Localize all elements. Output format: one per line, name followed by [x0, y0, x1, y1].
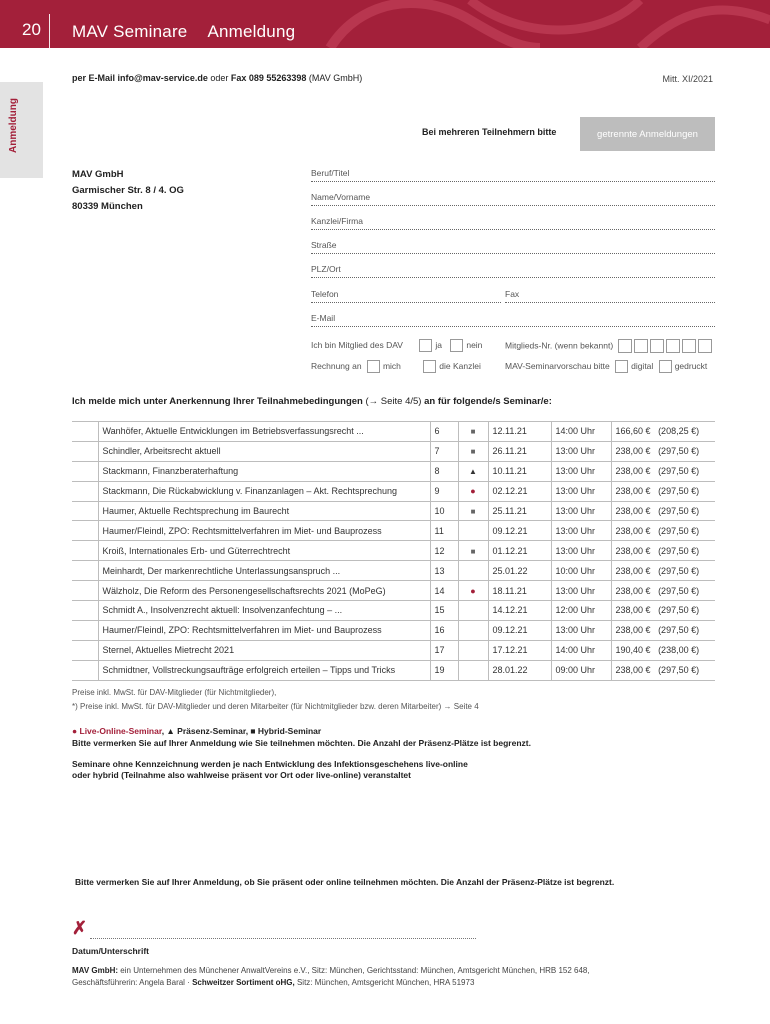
member-number-digit[interactable]: [634, 339, 648, 353]
invoice-label: Rechnung an: [311, 360, 362, 371]
seminar-date: 02.12.21: [488, 481, 551, 501]
seminar-number: 15: [430, 601, 458, 621]
seminar-number: 7: [430, 441, 458, 461]
preview-label: MAV-Seminarvorschau bitte: [505, 360, 610, 371]
price-footnote-1: Preise inkl. MwSt. für DAV-Mitglieder (für Nichtmitglieder),: [72, 688, 277, 697]
seminar-number: 8: [430, 461, 458, 481]
invoice-me-label: mich: [382, 360, 401, 371]
seminar-time: 13:00 Uhr: [551, 541, 611, 561]
hybrid-icon: ■: [470, 447, 476, 457]
seminar-mode-cell: [458, 541, 488, 561]
seminar-row: [72, 441, 715, 461]
seminar-price: [611, 461, 715, 481]
seminar-price: [611, 620, 715, 640]
seminar-price: [611, 441, 715, 461]
seminar-row: [72, 422, 715, 442]
seminar-time: 13:00 Uhr: [551, 461, 611, 481]
seminar-price-member: 238,00 €: [615, 665, 651, 676]
contact-middle: oder: [207, 73, 231, 83]
seminar-price-nonmember: (208,25 €): [658, 426, 700, 437]
member-number-digit[interactable]: [650, 339, 664, 353]
seminar-price: [611, 640, 715, 660]
seminar-mode-cell: [458, 481, 488, 501]
preview-digital-label: digital: [631, 360, 654, 371]
seminar-title: Kroiß, Internationales Erb- und Güterrechtrecht: [98, 541, 430, 561]
recipient-address: [72, 167, 184, 215]
seminar-number: 6: [430, 422, 458, 442]
member-yes-label: ja: [435, 339, 442, 350]
header-title-anmeldung: Anmeldung: [207, 22, 296, 41]
seminar-time: 13:00 Uhr: [551, 441, 611, 461]
seminar-mode-cell: [458, 660, 488, 680]
seminar-price: [611, 422, 715, 442]
seminar-title: Meinhardt, Der markenrechtliche Unterlassungsanspruch ...: [98, 561, 430, 581]
imprint: [72, 965, 672, 989]
field-telefon[interactable]: Telefon: [311, 289, 501, 303]
seminar-price-nonmember: (297,50 €): [658, 565, 700, 576]
registration-intro: [72, 396, 552, 407]
seminar-row: [72, 521, 715, 541]
intro-bold-2: an für folgende/s Seminar/e:: [424, 396, 552, 407]
seminar-mode-cell: [458, 501, 488, 521]
seminar-price: [611, 660, 715, 680]
side-tab: [0, 82, 43, 178]
seminar-number: 13: [430, 561, 458, 581]
legend-live-online: ● Live-Online-Seminar: [72, 726, 162, 736]
invoice-firm-checkbox[interactable]: [423, 360, 436, 373]
seminar-select-cell[interactable]: [72, 581, 98, 601]
seminar-date: 12.11.21: [488, 422, 551, 442]
preview-digital-checkbox[interactable]: [615, 360, 628, 373]
seminar-number: 11: [430, 521, 458, 541]
invoice-me-checkbox[interactable]: [367, 360, 380, 373]
live-online-icon: ●: [470, 585, 476, 596]
seminar-number: 19: [430, 660, 458, 680]
legend-note: Bitte vermerken Sie auf Ihrer Anmeldung wie Sie teilnehmen möchten. Die Anzahl der Präsenz-Plätze ist begrenzt.: [72, 738, 531, 748]
preview-print-checkbox[interactable]: [659, 360, 672, 373]
mode-note-line-2: oder hybrid (Teilnahme also wahlweise präsent vor Ort oder live-online) veranstaltet: [72, 770, 411, 780]
seminar-time: 14:00 Uhr: [551, 422, 611, 442]
seminar-title: Stackmann, Die Rückabwicklung v. Finanzanlagen – Akt. Rechtsprechung: [98, 481, 430, 501]
imprint-company-1: MAV GmbH:: [72, 966, 119, 975]
preview-print-label: gedruckt: [674, 360, 708, 371]
imprint-text-3: Sitz: München, Amtsgericht München, HRA 51973: [294, 978, 475, 987]
signature-line[interactable]: [90, 938, 476, 939]
praesenz-icon: ▲: [469, 467, 477, 477]
membership-row: [311, 339, 482, 352]
seminar-select-cell[interactable]: [72, 640, 98, 660]
seminar-title: Wälzholz, Die Reform des Personengesellschaftsrechts 2021 (MoPeG): [98, 581, 430, 601]
seminar-date: 28.01.22: [488, 660, 551, 680]
seminar-table: [72, 421, 715, 681]
address-line-3: 80339 München: [72, 201, 143, 212]
seminar-title: Schmidt A., Insolvenzrecht aktuell: Insolvenzanfechtung – ...: [98, 601, 430, 621]
member-number-digit[interactable]: [682, 339, 696, 353]
seminar-price-nonmember: (297,50 €): [658, 545, 700, 556]
seminar-time: 13:00 Uhr: [551, 581, 611, 601]
address-line-1: MAV GmbH: [72, 169, 124, 180]
legend-praesenz: , ▲ Präsenz-Seminar,: [161, 726, 251, 736]
field-plz-ort[interactable]: PLZ/Ort: [311, 264, 715, 278]
seminar-row: [72, 620, 715, 640]
seminar-legend: [72, 726, 321, 736]
seminar-row: [72, 581, 715, 601]
seminar-select-cell[interactable]: [72, 501, 98, 521]
seminar-time: 12:00 Uhr: [551, 601, 611, 621]
member-yes-checkbox[interactable]: [419, 339, 432, 352]
seminar-price-nonmember: (297,50 €): [658, 466, 700, 477]
member-number-digit[interactable]: [618, 339, 632, 353]
seminar-price-nonmember: (297,50 €): [658, 486, 700, 497]
seminar-price-nonmember: (297,50 €): [658, 446, 700, 457]
seminar-date: 14.12.21: [488, 601, 551, 621]
invoice-row: [311, 360, 481, 373]
seminar-price-member: 238,00 €: [615, 625, 651, 636]
seminar-select-cell[interactable]: [72, 541, 98, 561]
seminar-select-cell[interactable]: [72, 461, 98, 481]
seminar-row: [72, 461, 715, 481]
seminar-select-cell[interactable]: [72, 441, 98, 461]
seminar-select-cell[interactable]: [72, 481, 98, 501]
seminar-price-member: 166,60 €: [615, 426, 651, 437]
seminar-price: [611, 561, 715, 581]
seminar-price: [611, 481, 715, 501]
seminar-date: 09.12.21: [488, 521, 551, 541]
seminar-mode-cell: [458, 521, 488, 541]
seminar-title: Haumer/Fleindl, ZPO: Rechtsmittelverfahren im Miet- und Bauprozess: [98, 521, 430, 541]
field-beruf[interactable]: Beruf/Titel: [311, 168, 715, 182]
seminar-price: [611, 521, 715, 541]
seminar-mode-cell: [458, 620, 488, 640]
seminar-price-member: 238,00 €: [615, 466, 651, 477]
separate-registration-badge: getrennte Anmeldungen: [580, 117, 715, 151]
seminar-date: 18.11.21: [488, 581, 551, 601]
seminar-mode-cell: [458, 581, 488, 601]
seminar-price-nonmember: (297,50 €): [658, 625, 700, 636]
seminar-price-member: 238,00 €: [615, 585, 651, 596]
seminar-price: [611, 501, 715, 521]
signature-mark-icon: ✗: [72, 918, 88, 938]
invoice-firm-label: die Kanzlei: [439, 360, 481, 371]
seminar-title: Schmidtner, Vollstreckungsaufträge erfolgreich erteilen – Tipps und Tricks: [98, 660, 430, 680]
price-footnote-2: *) Preise inkl. MwSt. für DAV-Mitglieder und deren Mitarbeiter (für Nichtmitglieder bzw. deren Mitarbeiter) → Seite 4: [72, 702, 479, 711]
seminar-price-member: 238,00 €: [615, 525, 651, 536]
field-fax[interactable]: Fax: [505, 289, 715, 303]
member-number-digit[interactable]: [698, 339, 712, 353]
seminar-mode-cell: [458, 461, 488, 481]
seminar-price-member: 238,00 €: [615, 506, 651, 516]
seminar-date: 25.11.21: [488, 501, 551, 521]
seminar-date: 17.12.21: [488, 640, 551, 660]
seminar-row: [72, 561, 715, 581]
member-number-label: Mitglieds-Nr. (wenn bekannt): [505, 340, 614, 351]
seminar-date: 10.11.21: [488, 461, 551, 481]
member-no-checkbox[interactable]: [450, 339, 463, 352]
contact-email: per E-Mail info@mav-service.de: [72, 73, 208, 83]
multi-participant-note: Bei mehreren Teilnehmern bitte: [422, 127, 557, 137]
seminar-time: 14:00 Uhr: [551, 640, 611, 660]
seminar-number: 9: [430, 481, 458, 501]
seminar-price-nonmember: (297,50 €): [658, 665, 700, 676]
seminar-title: Haumer/Fleindl, ZPO: Rechtsmittelverfahren im Miet- und Bauprozess: [98, 620, 430, 640]
imprint-text-1: ein Unternehmen des Münchener AnwaltVereins e.V., Sitz: München, Gerichtsstand: München, Amtsgericht München, HRB 152 648,: [118, 966, 590, 975]
imprint-text-2: Geschäftsführerin: Angela Baral ·: [72, 978, 193, 987]
seminar-price-member: 238,00 €: [615, 605, 651, 616]
seminar-price-nonmember: (297,50 €): [658, 525, 700, 536]
live-online-icon: ●: [470, 486, 476, 497]
seminar-select-cell[interactable]: [72, 601, 98, 621]
seminar-price-nonmember: (238,00 €): [658, 645, 700, 656]
header-banner: [0, 0, 770, 48]
seminar-row: [72, 601, 715, 621]
member-number-digit[interactable]: [666, 339, 680, 353]
seminar-mode-cell: [458, 561, 488, 581]
field-name[interactable]: Name/Vorname: [311, 192, 715, 206]
field-email[interactable]: E-Mail: [311, 313, 715, 327]
seminar-date: 09.12.21: [488, 620, 551, 640]
seminar-price-member: 190,40 €: [615, 645, 651, 656]
seminar-time: 09:00 Uhr: [551, 660, 611, 680]
legend-hybrid: ■ Hybrid-Seminar: [250, 726, 322, 736]
intro-bold-1: Ich melde mich unter Anerkennung Ihrer Teilnahmebedingungen: [72, 396, 363, 407]
issue-label: Mitt. XI/2021: [662, 74, 713, 84]
seminar-title: Wanhöfer, Aktuelle Entwicklungen im Betriebsverfassungsrecht ...: [98, 422, 430, 442]
intro-page-ref: (→ Seite 4/5): [362, 396, 425, 407]
seminar-select-cell[interactable]: [72, 422, 98, 442]
seminar-price-nonmember: (297,50 €): [658, 585, 700, 596]
seminar-price: [611, 581, 715, 601]
seminar-row: [72, 541, 715, 561]
address-line-2: Garmischer Str. 8 / 4. OG: [72, 185, 184, 196]
seminar-mode-cell: [458, 441, 488, 461]
seminar-date: 01.12.21: [488, 541, 551, 561]
seminar-title: Sternel, Aktuelles Mietrecht 2021: [98, 640, 430, 660]
seminar-mode-cell: [458, 422, 488, 442]
mode-note: [72, 759, 532, 781]
contact-fax: Fax 089 55263398: [230, 73, 307, 83]
seminar-price-member: 238,00 €: [615, 545, 651, 556]
seminar-number: 14: [430, 581, 458, 601]
side-tab-label: Anmeldung: [8, 98, 19, 153]
seminar-select-cell[interactable]: [72, 620, 98, 640]
seminar-select-cell[interactable]: [72, 521, 98, 541]
seminar-time: 13:00 Uhr: [551, 620, 611, 640]
contact-suffix: (MAV GmbH): [306, 73, 363, 83]
seminar-mode-cell: [458, 601, 488, 621]
seminar-time: 10:00 Uhr: [551, 561, 611, 581]
seminar-title: Haumer, Aktuelle Rechtsprechung im Baurecht: [98, 501, 430, 521]
hybrid-icon: ■: [470, 507, 476, 516]
seminar-number: 10: [430, 501, 458, 521]
seminar-time: 13:00 Uhr: [551, 521, 611, 541]
seminar-number: 17: [430, 640, 458, 660]
hybrid-icon: ■: [470, 427, 476, 437]
field-kanzlei[interactable]: Kanzlei/Firma: [311, 216, 715, 230]
membership-question: Ich bin Mitglied des DAV: [311, 339, 403, 350]
seminar-row: [72, 660, 715, 680]
seminar-title: Stackmann, Finanzberaterhaftung: [98, 461, 430, 481]
seminar-date: 26.11.21: [488, 441, 551, 461]
member-number-row: [505, 339, 712, 353]
seminar-price-member: 238,00 €: [615, 446, 651, 457]
mode-note-line-1: Seminare ohne Kennzeichnung werden je nach Entwicklung des Infektionsgeschehens live-online: [72, 759, 468, 769]
seminar-price-nonmember: (297,50 €): [658, 605, 700, 616]
seminar-price: [611, 541, 715, 561]
preview-row: [505, 360, 707, 373]
hybrid-icon: ■: [470, 546, 476, 556]
seminar-time: 13:00 Uhr: [551, 481, 611, 501]
seminar-price-nonmember: (297,50 €): [658, 506, 700, 516]
seminar-mode-cell: [458, 640, 488, 660]
seminar-date: 25.01.22: [488, 561, 551, 581]
imprint-company-2: Schweitzer Sortiment oHG,: [192, 978, 295, 987]
seminar-row: [72, 501, 715, 521]
page-number: 20: [22, 20, 41, 39]
seminar-time: 13:00 Uhr: [551, 501, 611, 521]
signature-label: Datum/Unterschrift: [72, 946, 149, 956]
seminar-price: [611, 601, 715, 621]
header-divider: [49, 14, 50, 48]
seminar-number: 16: [430, 620, 458, 640]
header-title: [72, 22, 315, 42]
seminar-number: 12: [430, 541, 458, 561]
field-strasse[interactable]: Straße: [311, 240, 715, 254]
contact-line: [72, 73, 362, 83]
seminar-row: [72, 481, 715, 501]
seminar-select-cell[interactable]: [72, 561, 98, 581]
seminar-title: Schindler, Arbeitsrecht aktuell: [98, 441, 430, 461]
member-no-label: nein: [466, 339, 483, 350]
seminar-select-cell[interactable]: [72, 660, 98, 680]
seminar-price-member: 238,00 €: [615, 565, 651, 576]
bottom-note: Bitte vermerken Sie auf Ihrer Anmeldung, ob Sie präsent oder online teilnehmen möchten. Die Anzahl der Präsenz-Plätze ist begrenzt.: [75, 877, 615, 887]
seminar-price-member: 238,00 €: [615, 486, 651, 497]
header-title-seminare: MAV Seminare: [72, 22, 188, 41]
seminar-row: [72, 640, 715, 660]
